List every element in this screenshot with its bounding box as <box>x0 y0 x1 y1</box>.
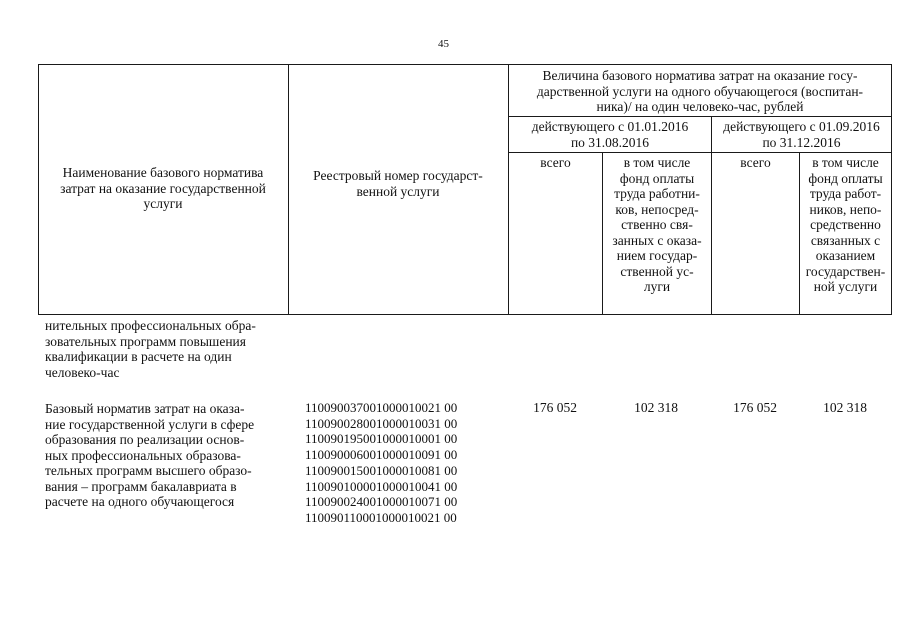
header-period-2: действующего с 01.09.2016 по 31.12.2016 <box>723 119 880 150</box>
registry-code: 110090100001000010041 00 <box>305 478 458 494</box>
registry-code: 110090006001000010091 00 <box>305 447 458 463</box>
header-p2-included: в том числе фонд оплаты труда работ- ников, непо- средственно связанных с оказанием государствен- ной услуги <box>805 155 886 294</box>
header-name: Наименование базового норматива затрат на оказание государственной услуги <box>60 165 266 211</box>
registry-code: 110090110001000010021 00 <box>305 509 457 525</box>
p2-sub-divider <box>799 152 800 315</box>
continuation-row-text: нительных профессиональных обра- зовательных программ повышения квалификации в расчете на один человеко-час <box>45 318 256 380</box>
row-p2-included: 102 318 <box>823 400 867 415</box>
row-registry-codes <box>305 400 457 526</box>
row-p2-total: 176 052 <box>733 400 777 415</box>
period-divider <box>508 152 892 153</box>
header-p2-total: всего <box>740 155 771 170</box>
registry-code: 110090015001000010081 00 <box>305 462 458 478</box>
p1-sub-divider <box>602 152 603 315</box>
row-p1-included: 102 318 <box>634 400 678 415</box>
header-registry-number: Реестровый номер государст- венной услуги <box>313 168 483 199</box>
header-p1-included: в том числе фонд оплаты труда работни- ков, непосред- ственно свя- занных с оказа- нием государ- ственной ус- луги <box>612 155 702 294</box>
row-service-name: Базовый норматив затрат на оказа- ние государственной услуги в сфере образования по реализации основ- ных профессиональных образова- тельных программ высшего образо- вания – программ бакалавриата в расчете на одного обучающегося <box>45 401 255 509</box>
table-left-border <box>38 64 39 315</box>
header-value-group: Величина базового норматива затрат на оказание госу- дарственной услуги на одного обучающегося (воспитан- ника)/ на один человеко-час, рублей <box>536 68 864 114</box>
col-divider-1 <box>288 64 289 315</box>
row-p1-total: 176 052 <box>533 400 577 415</box>
header-p1-total: всего <box>540 155 571 170</box>
value-group-divider <box>508 116 892 117</box>
period-col-divider <box>711 116 712 315</box>
registry-code: 110090028001000010031 00 <box>305 415 458 431</box>
registry-code: 110090037001000010021 00 <box>305 400 458 415</box>
table-right-border <box>891 64 892 315</box>
table-top-border <box>38 64 892 65</box>
header-period-1: действующего с 01.01.2016 по 31.08.2016 <box>531 119 689 150</box>
registry-code: 110090195001000010001 00 <box>305 431 458 447</box>
registry-code: 110090024001000010071 00 <box>305 494 458 510</box>
col-divider-2 <box>508 64 509 315</box>
page-number: 45 <box>438 38 449 50</box>
header-bottom-border <box>38 314 892 315</box>
